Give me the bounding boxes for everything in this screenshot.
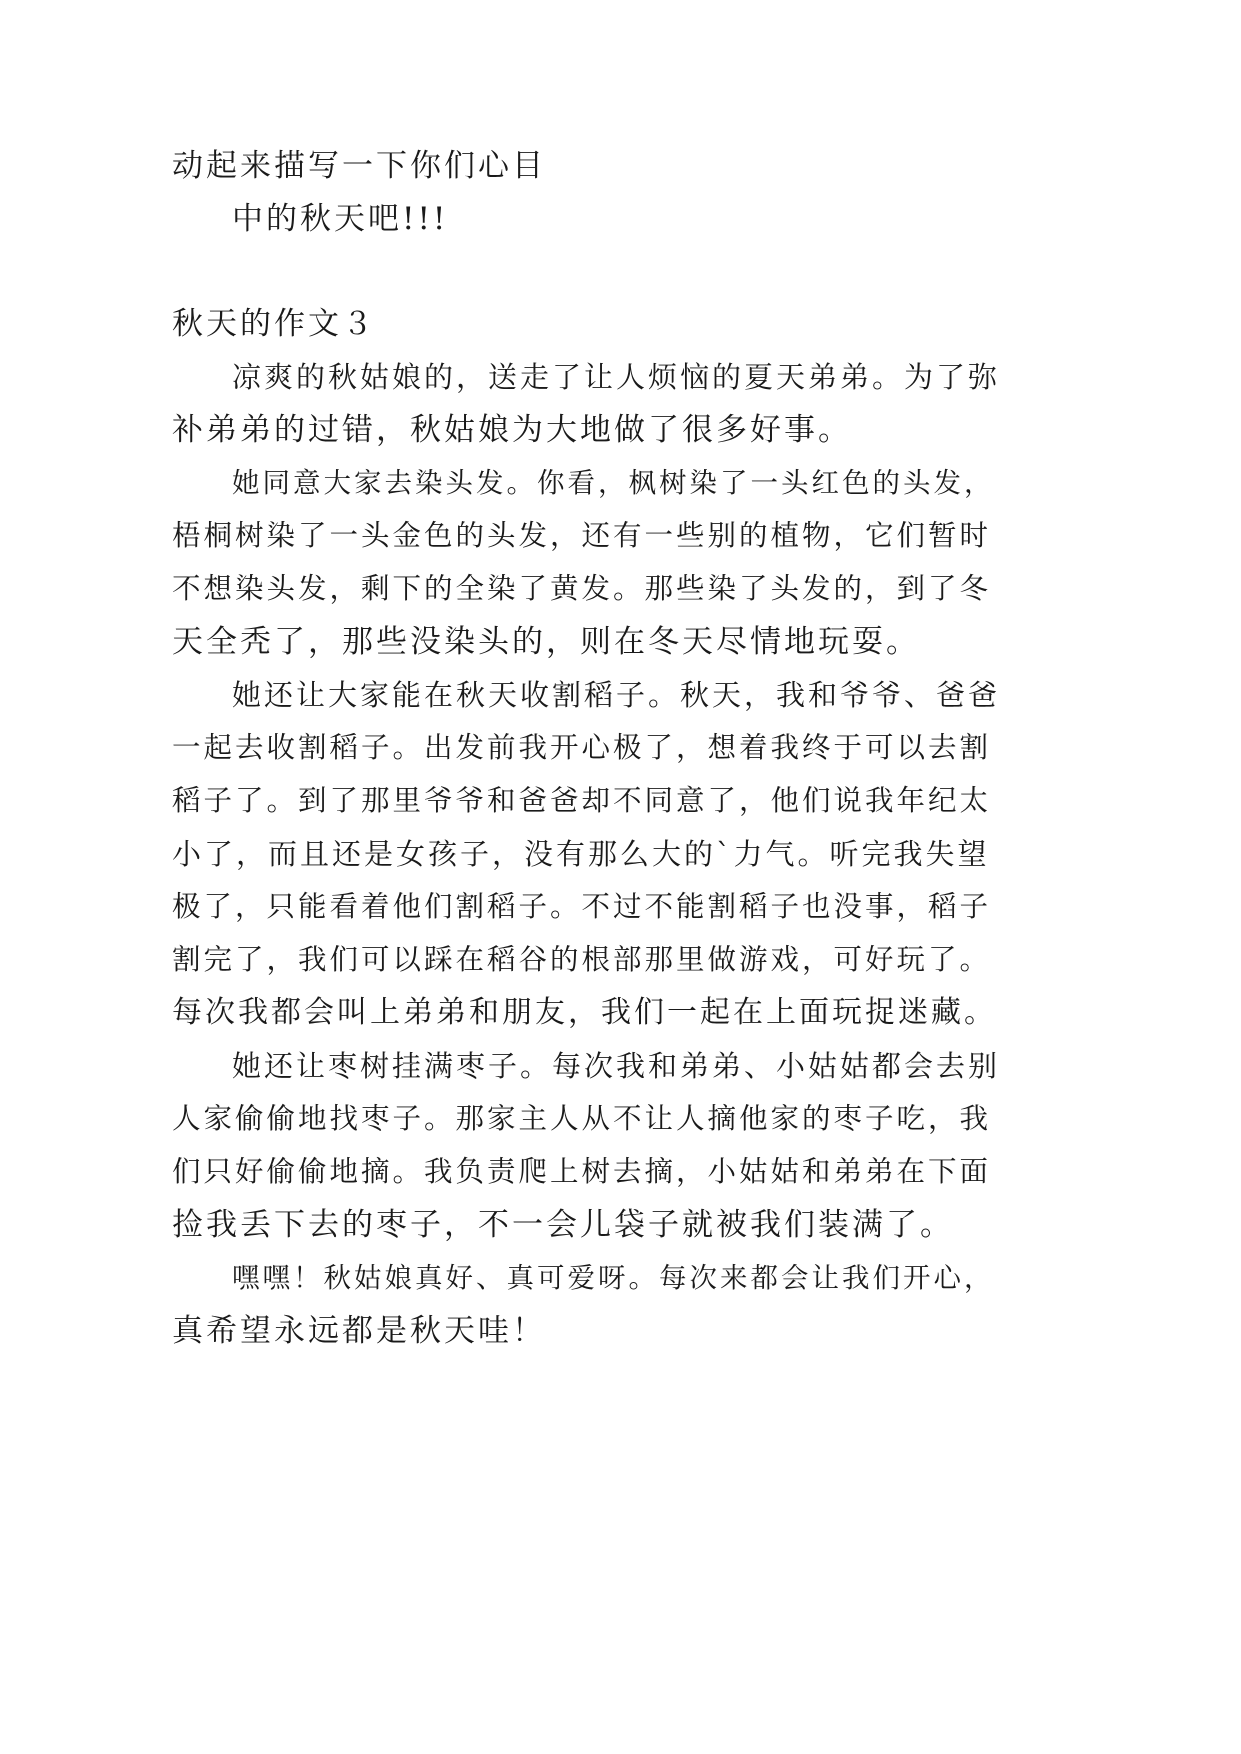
paragraph-1-line: 补弟弟的过错，秋姑娘为大地做了很多好事。 — [172, 412, 852, 448]
paragraph-3-line: 小了，而且还是女孩子，没有那么大的`力气。听完我失望 — [172, 837, 990, 871]
paragraph-3-line: 稻子了。到了那里爷爷和爸爸却不同意了，他们说我年纪太 — [172, 784, 992, 817]
paragraph-2-line: 天全秃了，那些没染头的，则在冬天尽情地玩耍。 — [172, 624, 920, 660]
paragraph-3-line: 她还让大家能在秋天收割稻子。秋天，我和爷爷、爸爸 — [232, 678, 1001, 712]
paragraph-3-line: 一起去收割稻子。出发前我开心极了，想着我终于可以去割 — [172, 731, 992, 764]
intro-line-2: 中的秋天吧!!! — [232, 201, 449, 237]
paragraph-1-line: 凉爽的秋姑娘的，送走了让人烦恼的夏天弟弟。为了弥 — [232, 360, 1001, 394]
paragraph-4-line: 她还让枣树挂满枣子。每次我和弟弟、小姑姑都会去别 — [232, 1049, 1001, 1083]
paragraph-2-line: 不想染头发，剩下的全染了黄发。那些染了头发的，到了冬 — [172, 572, 992, 605]
paragraph-5-line: 嘿嘿！秋姑娘真好、真可爱呀。每次来都会让我们开心， — [232, 1262, 995, 1294]
intro-line-1: 动起来描写一下你们心目 — [172, 148, 546, 184]
paragraph-2-line: 她同意大家去染头发。你看，枫树染了一头红色的头发， — [232, 467, 995, 499]
paragraph-4-line: 们只好偷偷地摘。我负责爬上树去摘，小姑姑和弟弟在下面 — [172, 1155, 992, 1188]
paragraph-3-line: 割完了，我们可以踩在稻谷的根部那里做游戏，可好玩了。 — [172, 943, 992, 976]
paragraph-4-line: 人家偷偷地找枣子。那家主人从不让人摘他家的枣子吃，我 — [172, 1102, 992, 1135]
paragraph-4-line: 捡我丢下去的枣子，不一会儿袋子就被我们装满了。 — [172, 1207, 954, 1243]
paragraph-3-line: 每次我都会叫上弟弟和朋友，我们一起在上面玩捉迷藏。 — [172, 995, 997, 1030]
essay-title: 秋天的作文３ — [172, 306, 376, 342]
paragraph-3-line: 极了，只能看着他们割稻子。不过不能割稻子也没事，稻子 — [172, 890, 992, 923]
paragraph-5-line: 真希望永远都是秋天哇！ — [172, 1313, 546, 1349]
paragraph-2-line: 梧桐树染了一头金色的头发，还有一些别的植物，它们暂时 — [172, 519, 992, 552]
